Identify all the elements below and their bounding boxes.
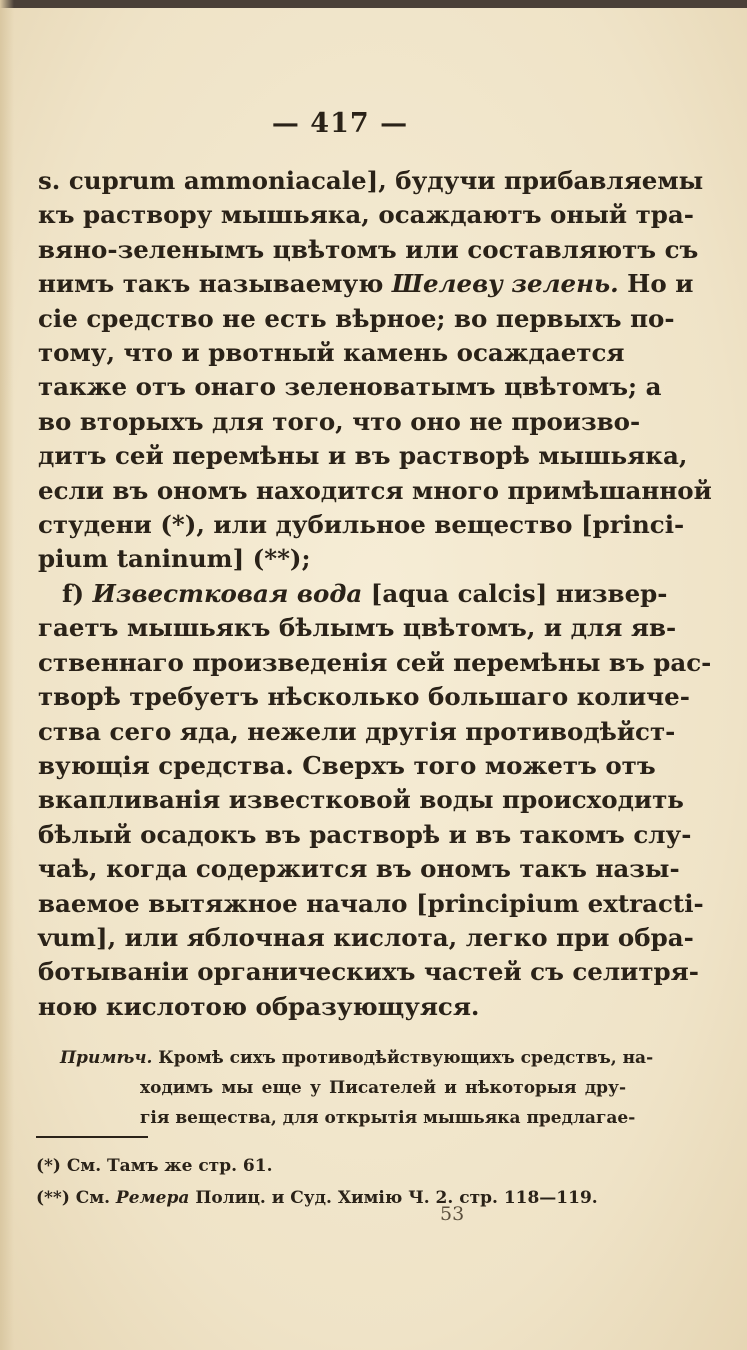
emphasized-term: Известковая вода: [92, 578, 363, 608]
text-line: ботываніи органическихъ частей съ селитря-: [38, 957, 699, 987]
text-line: если въ ономъ находится много примѣшанной: [38, 475, 712, 505]
text-line: также отъ онаго зеленоватымъ цвѣтомъ; а: [38, 372, 662, 402]
page-number-header: — 417 —: [271, 108, 409, 139]
footnote-divider: [36, 1136, 148, 1138]
main-text: [38, 164, 712, 1024]
text-line: къ раствору мышьяка, осаждаютъ оный тра-: [38, 200, 694, 230]
note-line: ходимъ мы еще у Писателей и нѣкоторыя дру-: [140, 1078, 626, 1098]
text-line: студени (*), или дубильное вещество [princi-: [38, 510, 685, 540]
binding-shadow: [0, 0, 14, 1350]
text-span: нимъ такъ называемую: [38, 269, 392, 299]
footnote-2: [36, 1182, 636, 1214]
page-edge: [0, 0, 747, 8]
text-line: во вторыхъ для того, что оно не произво-: [38, 406, 641, 436]
text-line: вкапливанія известковой воды происходить: [38, 785, 684, 815]
emphasized-term: Шелеву зелень.: [391, 269, 619, 299]
text-line: дитъ сей перемѣны и въ растворѣ мышьяка,: [38, 441, 688, 471]
text-line: бѣлый осадокъ въ растворѣ и въ такомъ слу-: [38, 819, 692, 849]
note-label: Примѣч.: [60, 1048, 153, 1068]
note-block: [60, 1043, 654, 1133]
text-span: [aqua calcis] низвер-: [362, 578, 668, 608]
text-line: чаѣ, когда содержится въ ономъ такъ назы-: [38, 854, 680, 884]
text-line: [38, 267, 694, 301]
text-line: ственнаго произведенія сей перемѣны въ рас-: [38, 647, 712, 677]
footnotes: [36, 1150, 636, 1214]
footnote-1: (*) См. Тамъ же стр. 61.: [36, 1156, 273, 1176]
text-span: (**) См.: [36, 1188, 116, 1208]
text-line: s. cuprum ammoniacale], будучи прибавляемы: [38, 166, 704, 195]
author-name: Ремера: [115, 1188, 190, 1208]
text-span: f): [62, 578, 93, 608]
text-line: ства сего яда, нежели другія противодѣйст-: [38, 716, 676, 746]
note-line: [60, 1043, 654, 1073]
paragraph-2: [38, 577, 712, 1024]
text-line: ваемое вытяжное начало [principium extracti-: [38, 888, 704, 918]
paragraph-1: [38, 164, 712, 577]
text-line: творѣ требуетъ нѣсколько большаго количе-: [38, 682, 690, 712]
text-line: гаетъ мышьякъ бѣлымъ цвѣтомъ, и для яв-: [38, 613, 677, 643]
text-span: Кромѣ сихъ противодѣйствующихъ средствъ, на-: [152, 1048, 654, 1068]
text-line: ною кислотою образующуяся.: [38, 991, 480, 1021]
text-line: pium taninum] (**);: [38, 544, 311, 574]
text-span: Но и: [618, 269, 694, 299]
signature-mark: 53: [440, 1203, 465, 1225]
text-span: Полиц. и Суд. Химію Ч. 2. стр. 118—119.: [189, 1188, 598, 1208]
note-line: гія вещества, для открытія мышьяка предлагае-: [140, 1108, 636, 1128]
text-line: vum], или яблочная кислота, легко при обра-: [38, 922, 694, 952]
text-line: сіе средство не есть вѣрное; во первыхъ по-: [38, 303, 675, 333]
text-line: вующія средства. Сверхъ того можетъ отъ: [38, 750, 656, 780]
text-line: [38, 577, 668, 611]
text-line: вяно-зеленымъ цвѣтомъ или составляютъ съ: [38, 234, 699, 264]
text-line: тому, что и рвотный камень осаждается: [38, 338, 625, 368]
